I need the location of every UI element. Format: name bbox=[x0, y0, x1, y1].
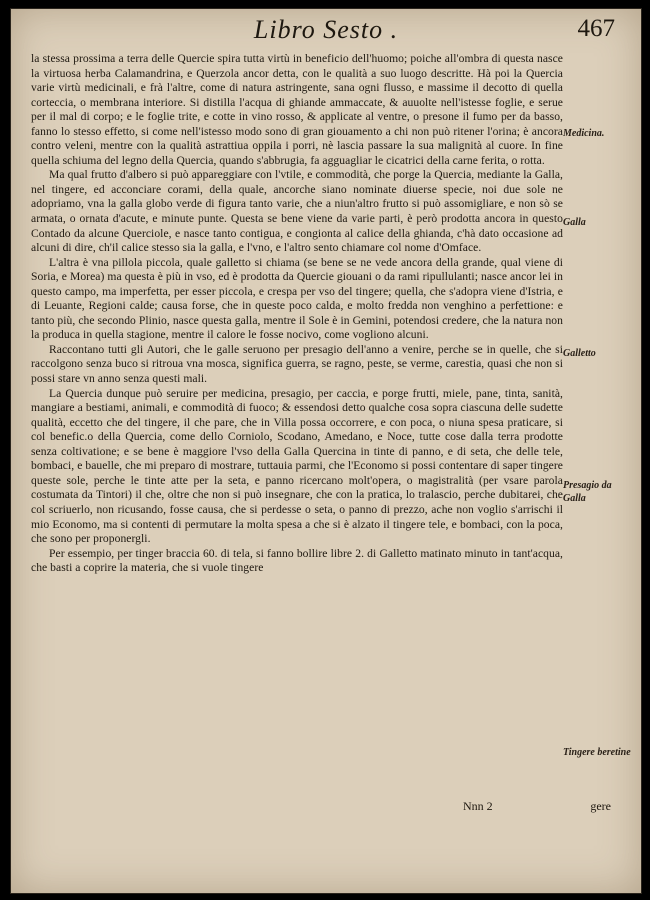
paragraph: la stessa prossima a terra delle Quercie spira tutta virtù in beneficio dell'huomo; poiche all'ombra di questa nasce la virtuosa herba Calamandrina, e Querzola ancor detta, con le qualità a suo luogo descritte. Hà poi la Quercia varie virtù medicinali, e frà l'altre, come di natura astringente, sana ogni flusso, e massime il decotto di quella corteccia, o membrana interiore. Si distilla l'acqua di ghiande ammaccate, & auuolte nell'istesse foglie, e serue per il mal di corpo; e le foglie trite, e cotte in vino rosso, & applicate al ventre, o presone il fumo per da basso, fanno lo stesso effetto, si come nell'istesso modo sono di gran giouamento a chi non può ritener l'orina; è ancora contro veleni, mentre con la qualità astrattiua oppila i porri, nè lascia passare la sua malignità al cuore. In fine quella schiuma del legno della Quercia, quando s'abbrugia, fa agguagliar le cicatrici della carne ferita, o rotta. bbox=[31, 52, 563, 167]
sidenote-tingere: Tingere beretine bbox=[563, 747, 631, 758]
paragraph: Per essempio, per tinger braccia 60. di tela, si fanno bollire libre 2. di Galletto matinato minuto in tant'acqua, che basti a coprire la materia, che si vuole tingere bbox=[31, 546, 563, 575]
paragraph: Raccontano tutti gli Autori, che le galle seruono per presagio dell'anno a venire, perche se in quelle, che si raccolgono senza buco si ritroua vna mosca, significa guerra, se ragno, peste, se verme, carestia, quasi che non si possi stare vn anno senza questi mali. bbox=[31, 342, 563, 386]
page-header bbox=[11, 15, 641, 49]
paragraph: Ma qual frutto d'albero si può appareggiare con l'vtile, e commodità, che porge la Quercia, mediante la Galla, nel tingere, ed acconciare corami, della quale, ancorche siano nominate diuerse specie, noi due sole ne adopriamo, vna la galla globo verde di figura tanto varie, che a niun'altro frutto si può assomigliare, e non sò se armata, o ornata d'acute, e minute punte. Questa se bene viene da varie parti, è però prodotta ancora in questo Contado da alcune Querciole, e nasce tanto contigua, e congionta al calice della ghianda, c'hà dato occasione ad alcuni di dire, ch'il calice stesso sia la galla, e l'vno, e l'altro sento chiamare col nome d'Omface. bbox=[31, 168, 563, 255]
catchword: gere bbox=[590, 799, 611, 813]
signature-mark: Nnn 2 bbox=[463, 799, 493, 813]
body-text bbox=[31, 52, 563, 576]
sidenote-medicina: Medicina. bbox=[563, 128, 605, 139]
sidenote-galla: Galla bbox=[563, 217, 586, 228]
paragraph: L'altra è vna pillola piccola, quale galletto si chiama (se bene se ne vede ancora della grande, qual viene di Soria, e Morea) ma questa è più in vso, ed è prodotta da Quercie giouani o da rami ripullulanti; nasce ancor lei in questo campo, ma imperfetta, per esser piccola, e crespa per vso del tingere; quella, che s'adopra viene d'Istria, e di Leuante, Regioni calde; causa forse, che in queste poco calda, e molto fredda non venghino a perfettione: e tanto più, che secondo Plinio, nasce questa galla, mentre il Sole è in Gemini, potendosi credere, che la natura non la produca in quella stagione, mentre il calore le fosse nocivo, come vogliono alcuni. bbox=[31, 255, 563, 342]
page-number: 467 bbox=[577, 15, 615, 42]
paragraph: La Quercia dunque può seruire per medicina, presagio, per caccia, e porge frutti, miele, pane, tinta, sanità, mangiare a bestiami, animali, e commodità di fuoco; & essendosi detto qualche cosa sopra ciascuna delle sudette qualità, eccetto che del tingere, il che pare, che in Villa possa occorrere, e con poca, o niuna spesa praticare, si col benefic.o della Quercia, come dello Corniolo, Scodano, Amedano, e Noce, tutte cose dalla terra prodotte senza coltivatione; e se bene è maggiore l'vso della Galla Quercina in tinte di panno, e di seta, che delle tele, bombaci, e bauelle, che mi preparo di mostrare, tuttauia parmi, che l'Economo si possi contentare di saper tingere queste sole, perche le tinte atte per la seta, e panno ricercano molt'opera, o magistralità (per vsare parola costumata da Tintori) il che, oltre che non si può insegnare, che con la pratica, lo tralascio, perche dubitarei, che col scriuerlo, non ricusando, fosse causa, che si perdesse o seta, o panno di prezzo, ache non voglio s'arrischi il mio Economo, ma si contenti di permutare la molta spesa a che si è alzato il tingere tele, e bombaci, con la poca, che sono per proponergli. bbox=[31, 386, 563, 546]
sidenote-presagio: Presagio da Galla bbox=[563, 480, 612, 504]
page-footer bbox=[31, 799, 611, 819]
book-page bbox=[10, 8, 642, 894]
running-title: Libro Sesto . bbox=[253, 15, 399, 44]
sidenote-galletto: Galletto bbox=[563, 348, 596, 359]
